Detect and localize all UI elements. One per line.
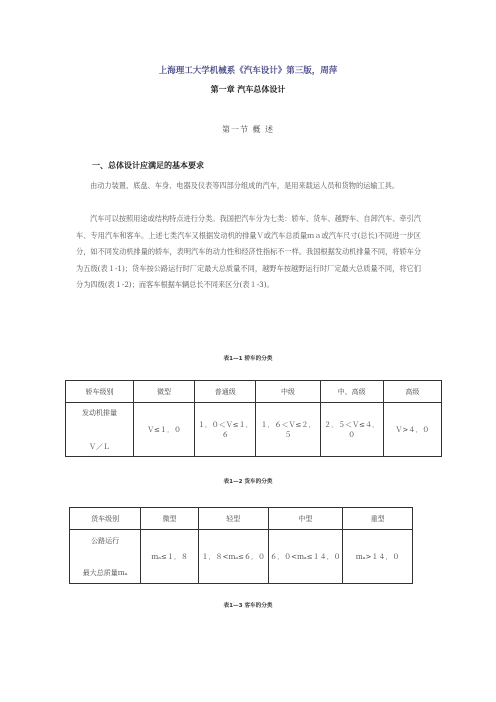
row-label-cell [66,403,134,457]
table3-caption: 表1—3 客车的分类 [223,603,273,609]
table-cell: ｍₐ>１４．０ [343,530,413,584]
table-cell: １．０＜Ｖ≤１．６ [195,403,256,457]
document-header: 上海理工大学机械系《汽车设计》第三版，周萍 [158,66,338,76]
section-heading: 一、总体设计应满足的基本要求 [92,161,204,170]
table-cell: ｍₐ≤１．８ [141,530,199,584]
table-row [66,381,442,403]
table-row [70,508,413,530]
table-row [70,530,413,584]
table-cell: Ｖ≤１．０ [133,403,194,457]
paragraph-2: 汽车可以按照用途或结构特点进行分类。我国把汽车分为七类：轿车、货车、越野车、自卸汽车、牵引汽车、专用汽车和客车。上述七类汽车又根据发动机的排量Ｖ或汽车总质量ｍａ或汽车尺寸(总长)不同进一步区分，如不同发动机排量的轿车，表明汽车的动力性和经济性指标不一样。我国根据发动机排量不同，将轿车分为五级(表１-1)；货车按公路运行时厂定最大总质量不同，越野车按越野运行时厂定最大总质量不同，将它们分为四级(表１-2)；而客车根据车辆总长不同来区分(表１-3)。 [76,214,422,289]
table-header-cell: 微型 [133,381,194,403]
table1-caption: 表1—1 轿车的分类 [223,356,273,362]
table-header-cell: 高级 [383,381,441,403]
row-label-top: 发动机排量 [81,408,117,417]
table-cell: ２．５＜Ｖ≤４．０ [320,403,383,457]
table-header-cell: 中级 [256,381,320,403]
table-header-cell: 重型 [343,508,413,530]
chapter-title: 第一章 汽车总体设计 [210,85,286,94]
table-header-cell: 普通级 [195,381,256,403]
table-car-classification [65,380,442,457]
table-cell: Ｖ>４．０ [383,403,441,457]
table-header-cell: 中、高级 [320,381,383,403]
table-header-cell: 中型 [268,508,343,530]
table-truck-classification [69,507,413,584]
table-cell: １．６＜Ｖ≤２．５ [256,403,320,457]
table-header-cell: 轻型 [198,508,268,530]
table-header-cell: 微型 [141,508,199,530]
table-header-cell: 轿车级别 [66,381,134,403]
section-title: 第一节 概 述 [221,125,275,134]
table-cell: ６．０<ｍₐ≤１４．０ [268,530,343,584]
paragraph-1: 由动力装置、底盘、车身、电器及仪表等四部分组成的汽车，是用来载运人员和货物的运输工具。 [90,181,400,190]
row-label-top: 公路运行 [91,536,120,545]
row-label-bottom: 最大总质量ｍₐ [82,568,128,577]
table-row [66,403,442,457]
row-label-cell [70,530,141,584]
table-header-cell: 货车级别 [70,508,141,530]
table2-caption: 表1—2 货车的分类 [223,479,273,485]
row-label-bottom: Ｖ／Ｌ [88,442,110,451]
table-cell: １．８<ｍₐ≤６．０ [198,530,268,584]
